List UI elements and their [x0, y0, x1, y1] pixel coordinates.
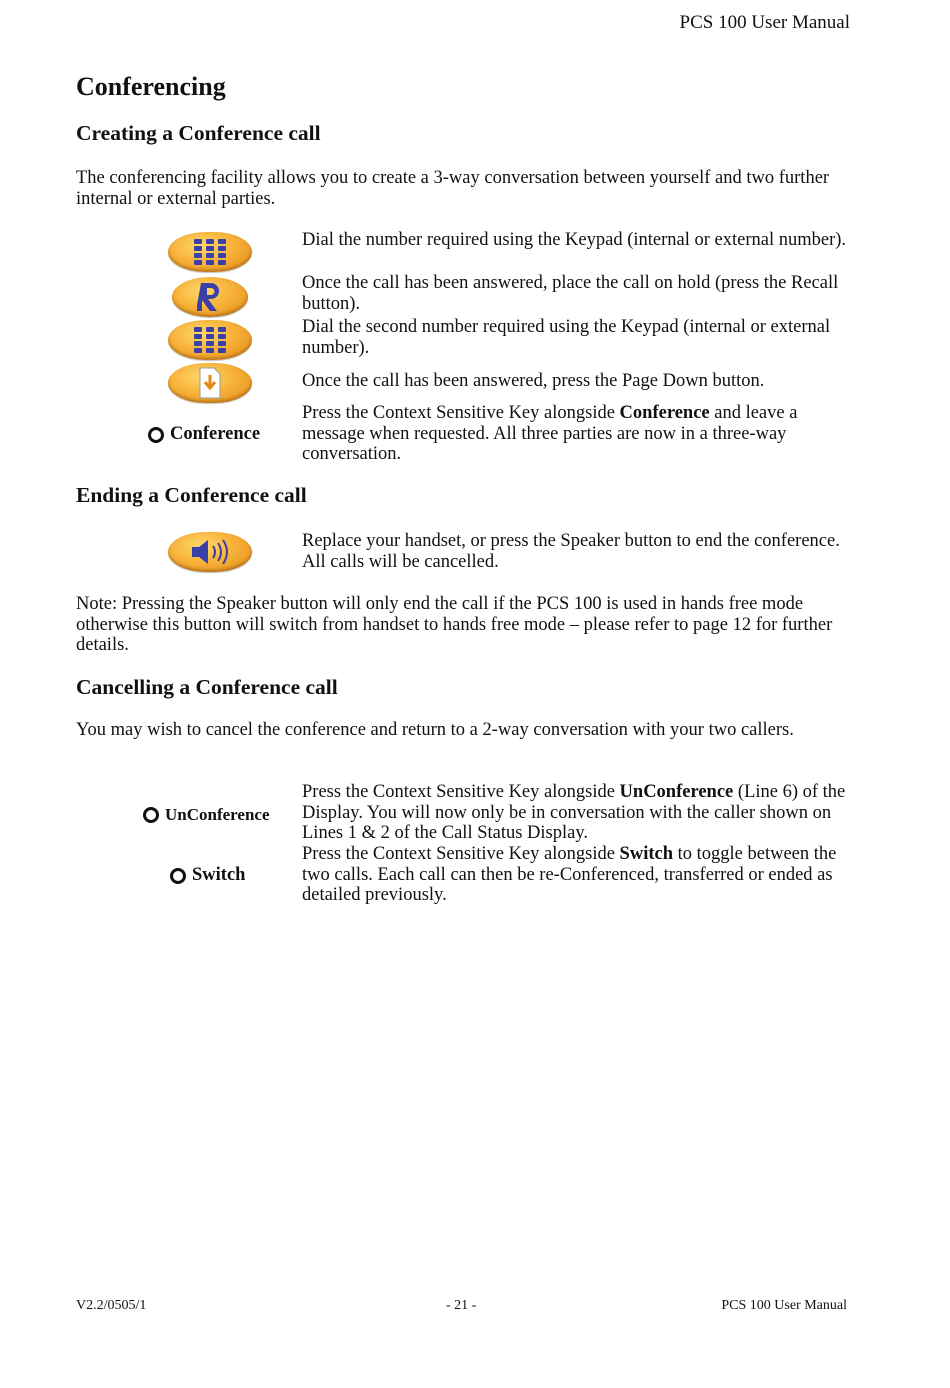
footer-title: PCS 100 User Manual [721, 1298, 847, 1313]
footer-page-number: - 21 - [446, 1298, 477, 1313]
unconference-key-label [143, 805, 270, 825]
step-switch-text-a: Press the Context Sensitive Key alongside [302, 844, 620, 864]
creating-intro: The conferencing facility allows you to create a 3-way conversation between yourself and two further internal or external parties. [76, 168, 830, 209]
step-conference-bold: Conference [619, 403, 710, 423]
running-header: PCS 100 User Manual [679, 12, 850, 33]
unconference-label-text: UnConference [165, 805, 270, 824]
context-key-bullet-icon [170, 868, 186, 884]
step-speaker: Replace your handset, or press the Speaker button to end the conference. All calls will be cancelled. [302, 531, 840, 572]
switch-label-text: Switch [192, 865, 246, 885]
step-conference [302, 403, 862, 465]
step-unconference-text-b: (Line 6) of the Display. You will now only be in conversation with the caller shown on Lines 1 & 2 of the Call Status Display. [302, 782, 846, 844]
conference-label-text: Conference [170, 424, 261, 444]
step-conference-text-b: and leave a message when requested. All three parties are now in a three-way conversation. [302, 403, 798, 465]
section-title: Conferencing [76, 72, 226, 101]
step-unconference-bold: UnConference [619, 782, 734, 802]
step-switch-text-b: to toggle between the two calls. Each call can then be re-Conferenced, transferred or ended as detailed previously. [302, 844, 837, 906]
speaker-icon [168, 532, 252, 572]
step-switch [302, 844, 862, 906]
step-dial-first: Dial the number required using the Keypad (internal or external number). [302, 230, 847, 250]
step-unconference [302, 782, 862, 844]
step-page-down: Once the call has been answered, press the Page Down button. [302, 371, 765, 391]
ending-heading: Ending a Conference call [76, 483, 307, 507]
recall-r-icon [172, 277, 248, 317]
switch-key-label [170, 865, 245, 886]
cancelling-intro: You may wish to cancel the conference and return to a 2-way conversation with your two callers. [76, 720, 794, 740]
context-key-bullet-icon [143, 807, 159, 823]
conference-key-label [148, 424, 260, 445]
step-dial-second: Dial the second number required using the Keypad (internal or external number). [302, 317, 831, 358]
step-unconference-text-a: Press the Context Sensitive Key alongside [302, 782, 620, 802]
keypad-icon [168, 320, 252, 360]
keypad-icon [168, 232, 252, 272]
cancelling-heading: Cancelling a Conference call [76, 675, 338, 699]
step-switch-bold: Switch [619, 844, 673, 864]
context-key-bullet-icon [148, 427, 164, 443]
footer-version: V2.2/0505/1 [76, 1298, 147, 1313]
creating-heading: Creating a Conference call [76, 121, 321, 145]
step-conference-text-a: Press the Context Sensitive Key alongside [302, 403, 620, 423]
page-down-icon [168, 363, 252, 403]
ending-note: Note: Pressing the Speaker button will only end the call if the PCS 100 is used in hands free mode otherwise this button will switch from handset to hands free mode – please refer to page 12 for further details. [76, 594, 833, 656]
step-hold: Once the call has been answered, place the call on hold (press the Recall button). [302, 273, 839, 314]
